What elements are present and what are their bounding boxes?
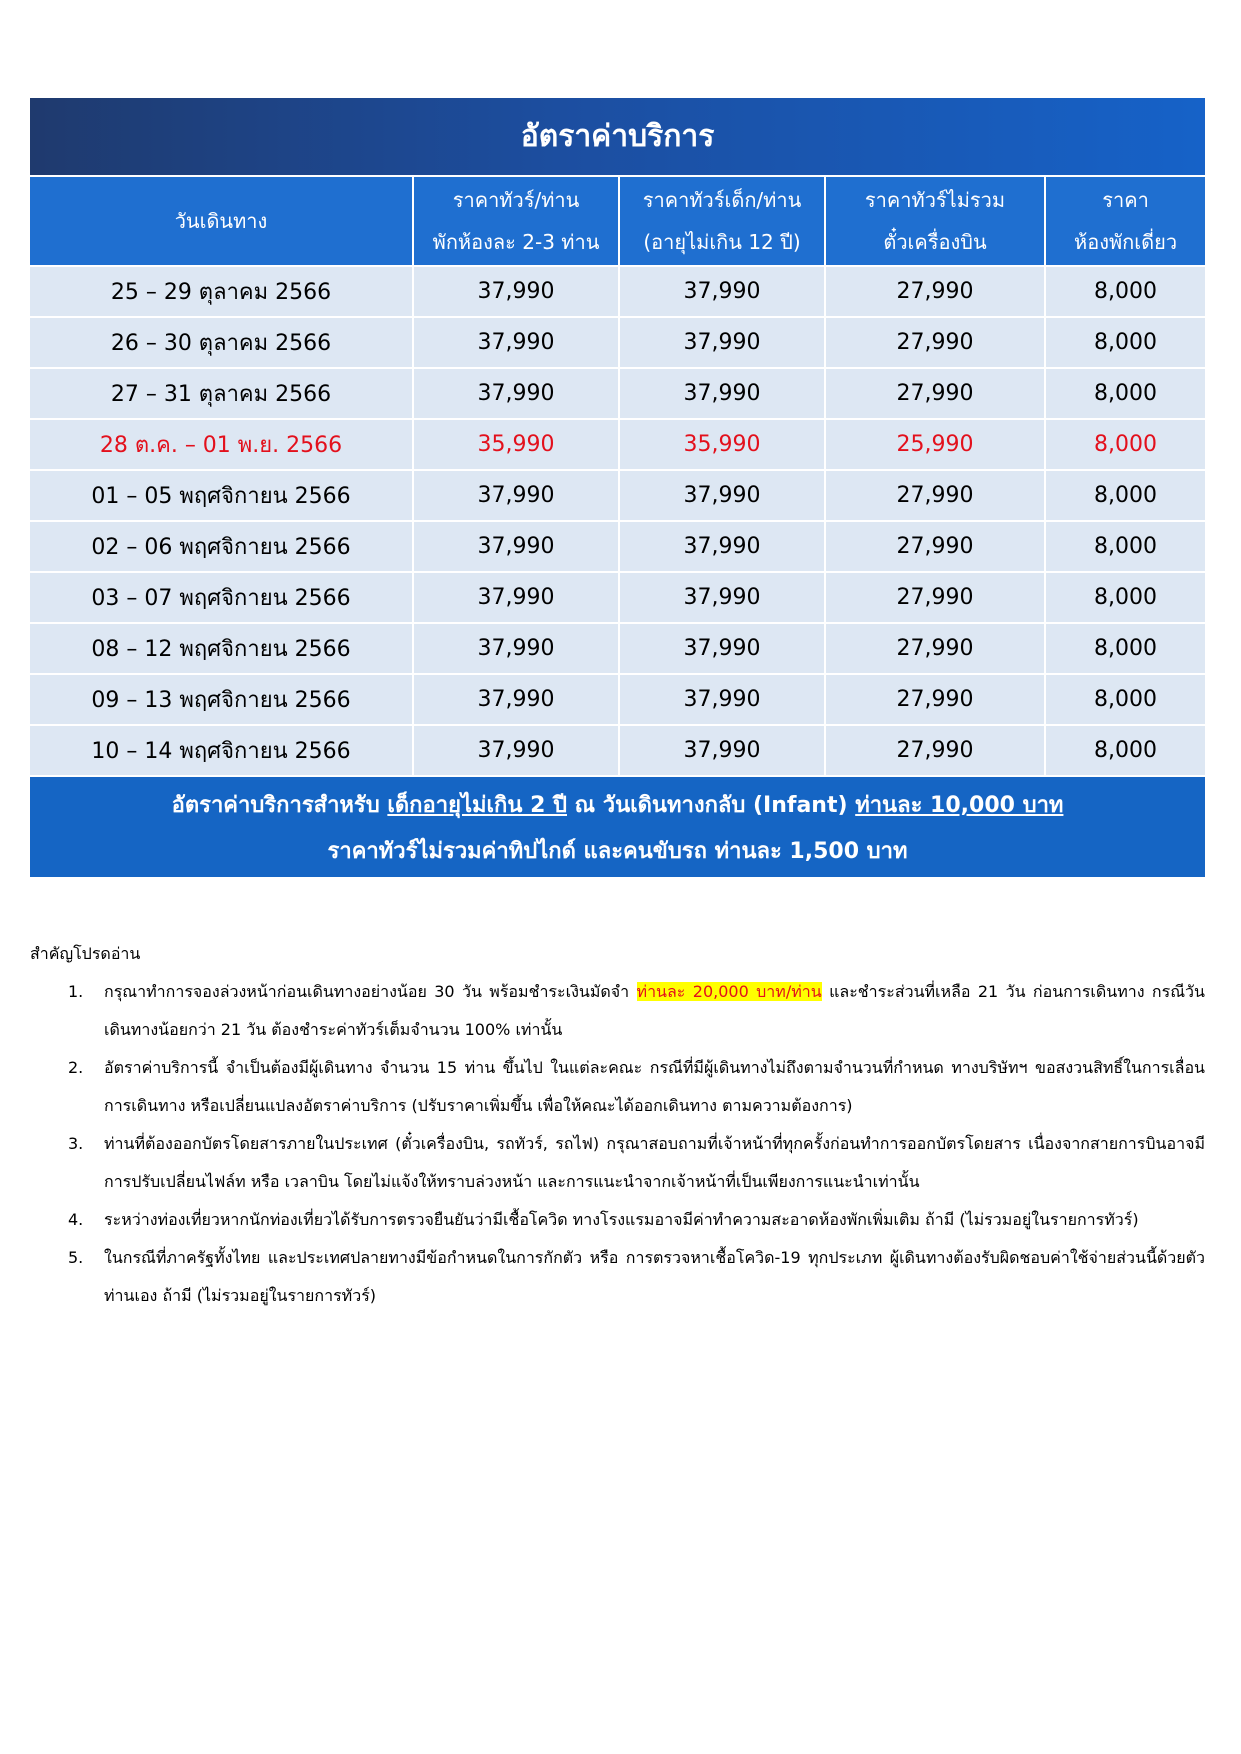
table-row-promo bbox=[30, 419, 1205, 470]
table-row bbox=[30, 521, 1205, 572]
price-table bbox=[30, 98, 1205, 877]
note-text: อัตราค่าบริการนี้ จำเป็นต้องมีผู้เดินทาง จำนวน 15 ท่าน ขึ้นไป ในแต่ละคณะ กรณีที่มีผู้เดินทางไม่ถึงตามจำนวนที่กำหนด ทางบริษัทฯ ขอสงวนสิทธิ์ในการเลื่อนการเดินทาง หรือเปลี่ยนแปลงอัตราค่าบริการ (ปรับราคาเพิ่มขึ้น เพื่อให้คณะได้ออกเดินทาง ตามความต้องการ) bbox=[104, 1058, 1205, 1115]
cell-no-ticket: 27,990 bbox=[825, 623, 1045, 674]
cell-no-ticket: 27,990 bbox=[825, 674, 1045, 725]
cell-adult: 35,990 bbox=[413, 419, 619, 470]
table-footer-cell bbox=[30, 776, 1205, 877]
header-child-price: ราคาทัวร์เด็ก/ท่าน (อายุไม่เกิน 12 ปี) bbox=[619, 176, 825, 266]
cell-date: 08 – 12 พฤศจิกายน 2566 bbox=[30, 623, 413, 674]
cell-adult: 37,990 bbox=[413, 521, 619, 572]
note-item bbox=[30, 1125, 1205, 1201]
header-no-ticket-price: ราคาทัวร์ไม่รวม ตั๋วเครื่องบิน bbox=[825, 176, 1045, 266]
note-text: ในกรณีที่ภาครัฐทั้งไทย และประเทศปลายทางมีข้อกำหนดในการกักตัว หรือ การตรวจหาเชื้อโควิด-19 ทุกประเภท ผู้เดินทางต้องรับผิดชอบค่าใช้จ่ายส่วนนี้ด้วยตัวท่านเอง ถ้ามี (ไม่รวมอยู่ในรายการทัวร์) bbox=[104, 1248, 1205, 1305]
cell-adult: 37,990 bbox=[413, 368, 619, 419]
header-single-room: ราคา ห้องพักเดี่ยว bbox=[1045, 176, 1205, 266]
cell-no-ticket: 27,990 bbox=[825, 572, 1045, 623]
cell-child: 37,990 bbox=[619, 266, 825, 317]
table-row bbox=[30, 470, 1205, 521]
footer-tip-note: ราคาทัวร์ไม่รวมค่าทิปไกด์ และคนขับรถ ท่านละ 1,500 บาท bbox=[327, 839, 908, 864]
cell-child: 37,990 bbox=[619, 470, 825, 521]
cell-child: 37,990 bbox=[619, 521, 825, 572]
cell-single: 8,000 bbox=[1045, 623, 1205, 674]
cell-child: 37,990 bbox=[619, 674, 825, 725]
cell-date: 10 – 14 พฤศจิกายน 2566 bbox=[30, 725, 413, 776]
cell-child: 37,990 bbox=[619, 623, 825, 674]
cell-no-ticket: 27,990 bbox=[825, 521, 1045, 572]
table-row bbox=[30, 674, 1205, 725]
cell-date: 25 – 29 ตุลาคม 2566 bbox=[30, 266, 413, 317]
notes-title: สำคัญโปรดอ่าน bbox=[30, 944, 141, 963]
cell-date: 26 – 30 ตุลาคม 2566 bbox=[30, 317, 413, 368]
note-text: ท่านที่ต้องออกบัตรโดยสารภายในประเทศ (ตั๋วเครื่องบิน, รถทัวร์, รถไฟ) กรุณาสอบถามที่เจ้าหน้าที่ทุกครั้งก่อนทำการออกบัตรโดยสาร เนื่องจากสายการบินอาจมีการปรับเปลี่ยนไฟล์ท หรือ เวลาบิน โดยไม่แจ้งให้ทราบล่วงหน้า และการแนะนำจากเจ้าหน้าที่เป็นเพียงการแนะนำเท่านั้น bbox=[104, 1134, 1205, 1191]
notes-list bbox=[30, 973, 1205, 1315]
note-item bbox=[30, 1201, 1205, 1239]
header-travel-date: วันเดินทาง bbox=[30, 176, 413, 266]
note-number: 1. bbox=[68, 982, 84, 1001]
cell-adult: 37,990 bbox=[413, 674, 619, 725]
cell-date: 01 – 05 พฤศจิกายน 2566 bbox=[30, 470, 413, 521]
cell-single: 8,000 bbox=[1045, 470, 1205, 521]
cell-child: 35,990 bbox=[619, 419, 825, 470]
cell-adult: 37,990 bbox=[413, 725, 619, 776]
table-title-row bbox=[30, 98, 1205, 176]
cell-date: 02 – 06 พฤศจิกายน 2566 bbox=[30, 521, 413, 572]
cell-adult: 37,990 bbox=[413, 317, 619, 368]
cell-date: 27 – 31 ตุลาคม 2566 bbox=[30, 368, 413, 419]
note-number: 2. bbox=[68, 1058, 84, 1077]
note-item bbox=[30, 1239, 1205, 1315]
table-row bbox=[30, 572, 1205, 623]
table-title: อัตราค่าบริการ bbox=[30, 98, 1205, 176]
footer-infant-note: อัตราค่าบริการสำหรับ เด็กอายุไม่เกิน 2 ปี ณ วันเดินทางกลับ (Infant) ท่านละ 10,000 บาท bbox=[171, 793, 1064, 818]
note-item: 1. กรุณาทำการจองล่วงหน้าก่อนเดินทางอย่างน้อย 30 วัน พร้อมชำระเงินมัดจำ ท่านละ 20,000 บาท/ท่าน และชำระส่วนที่เหลือ 21 วัน ก่อนการเดินทาง กรณีวันเดินทางน้อยกว่า 21 วัน ต้องชำระค่าทัวร์เต็มจำนวน 100% เท่านั้น bbox=[30, 973, 1205, 1049]
cell-single: 8,000 bbox=[1045, 725, 1205, 776]
table-footer bbox=[30, 776, 1205, 877]
cell-single: 8,000 bbox=[1045, 674, 1205, 725]
cell-date: 03 – 07 พฤศจิกายน 2566 bbox=[30, 572, 413, 623]
table-row bbox=[30, 266, 1205, 317]
cell-single: 8,000 bbox=[1045, 521, 1205, 572]
cell-no-ticket: 27,990 bbox=[825, 317, 1045, 368]
cell-child: 37,990 bbox=[619, 368, 825, 419]
note-number: 4. bbox=[68, 1210, 84, 1229]
table-row bbox=[30, 623, 1205, 674]
deposit-highlight: ท่านละ 20,000 บาท/ท่าน bbox=[636, 982, 822, 1001]
table-row bbox=[30, 368, 1205, 419]
table-row bbox=[30, 317, 1205, 368]
cell-no-ticket: 27,990 bbox=[825, 266, 1045, 317]
cell-single: 8,000 bbox=[1045, 317, 1205, 368]
table-row bbox=[30, 725, 1205, 776]
footer-infant-age: เด็กอายุไม่เกิน 2 ปี bbox=[387, 793, 567, 818]
cell-single: 8,000 bbox=[1045, 572, 1205, 623]
cell-single: 8,000 bbox=[1045, 368, 1205, 419]
note-text: ระหว่างท่องเที่ยวหากนักท่องเที่ยวได้รับการตรวจยืนยันว่ามีเชื้อโควิด ทางโรงแรมอาจมีค่าทำความสะอาดห้องพักเพิ่มเติม ถ้ามี (ไม่รวมอยู่ในรายการทัวร์) bbox=[104, 1210, 1139, 1229]
cell-date: 09 – 13 พฤศจิกายน 2566 bbox=[30, 674, 413, 725]
cell-no-ticket: 27,990 bbox=[825, 725, 1045, 776]
cell-date: 28 ต.ค. – 01 พ.ย. 2566 bbox=[30, 419, 413, 470]
cell-single: 8,000 bbox=[1045, 419, 1205, 470]
cell-adult: 37,990 bbox=[413, 572, 619, 623]
cell-adult: 37,990 bbox=[413, 470, 619, 521]
cell-single: 8,000 bbox=[1045, 266, 1205, 317]
note-item bbox=[30, 1049, 1205, 1125]
cell-adult: 37,990 bbox=[413, 623, 619, 674]
cell-no-ticket: 27,990 bbox=[825, 470, 1045, 521]
cell-child: 37,990 bbox=[619, 725, 825, 776]
cell-child: 37,990 bbox=[619, 317, 825, 368]
cell-no-ticket: 27,990 bbox=[825, 368, 1045, 419]
cell-adult: 37,990 bbox=[413, 266, 619, 317]
note-number: 5. bbox=[68, 1248, 84, 1267]
important-notes bbox=[30, 935, 1205, 1315]
header-adult-price: ราคาทัวร์/ท่าน พักห้องละ 2-3 ท่าน bbox=[413, 176, 619, 266]
footer-infant-price: ท่านละ 10,000 บาท bbox=[855, 793, 1064, 818]
table-header-row bbox=[30, 176, 1205, 266]
cell-no-ticket: 25,990 bbox=[825, 419, 1045, 470]
note-number: 3. bbox=[68, 1134, 84, 1153]
cell-child: 37,990 bbox=[619, 572, 825, 623]
